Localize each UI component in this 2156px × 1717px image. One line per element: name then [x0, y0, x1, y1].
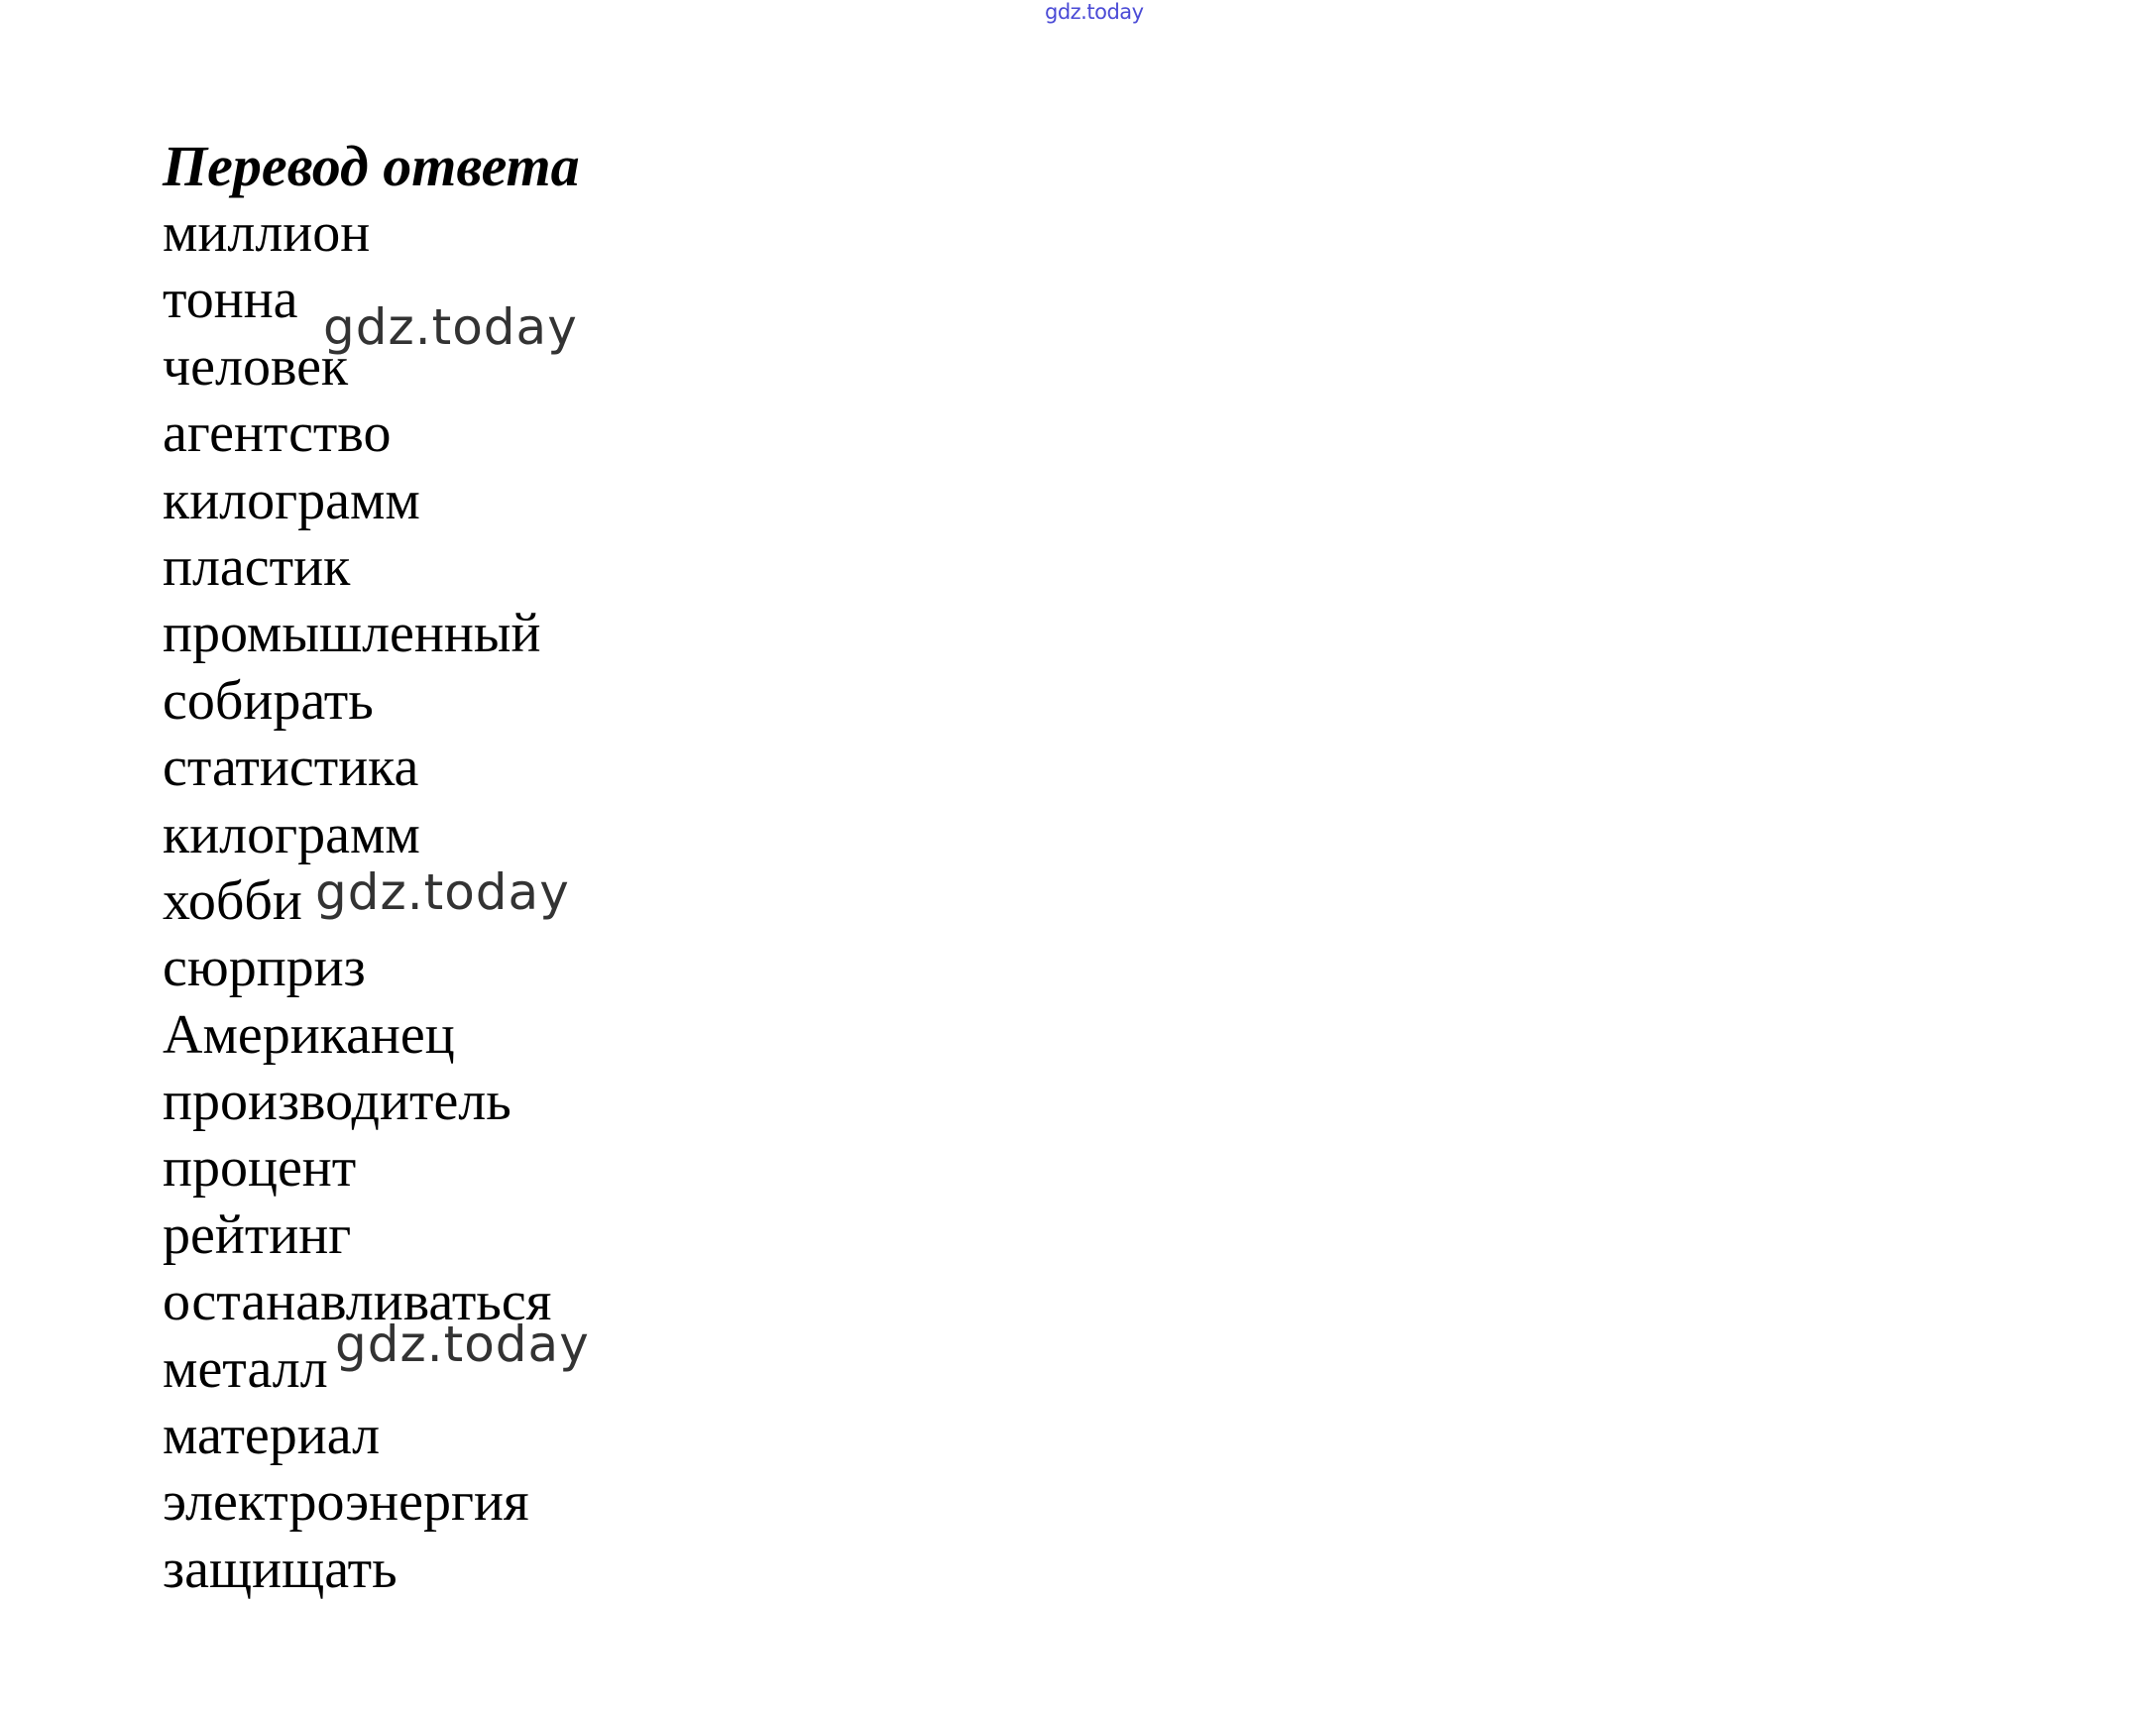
watermark: gdz.today: [323, 298, 578, 356]
list-item: человек: [163, 335, 349, 398]
list-item: рейтинг: [163, 1203, 352, 1266]
list-item: промышленный: [163, 603, 541, 665]
list-item: защищать: [163, 1538, 397, 1600]
list-item: металл: [163, 1337, 328, 1400]
list-item: процент: [163, 1137, 357, 1200]
list-item: Американец: [163, 1003, 455, 1066]
list-item: килограмм: [163, 803, 420, 865]
list-item: агентство: [163, 402, 392, 465]
list-item: производитель: [163, 1071, 511, 1133]
list-item: пластик: [163, 535, 351, 598]
list-item: хобби: [163, 869, 302, 932]
list-item: сюрприз: [163, 937, 366, 999]
header-watermark: gdz.today: [1045, 0, 1144, 24]
page-title: Перевод ответа: [163, 134, 580, 198]
list-item: материал: [163, 1405, 381, 1467]
watermark: gdz.today: [335, 1316, 590, 1373]
list-item: останавливаться: [163, 1271, 552, 1333]
list-item: тонна: [163, 269, 298, 331]
list-item: статистика: [163, 737, 419, 799]
list-item: миллион: [163, 202, 371, 264]
list-item: электроэнергия: [163, 1471, 529, 1534]
list-item: килограмм: [163, 469, 420, 531]
watermark: gdz.today: [315, 863, 570, 921]
list-item: собирать: [163, 669, 374, 732]
